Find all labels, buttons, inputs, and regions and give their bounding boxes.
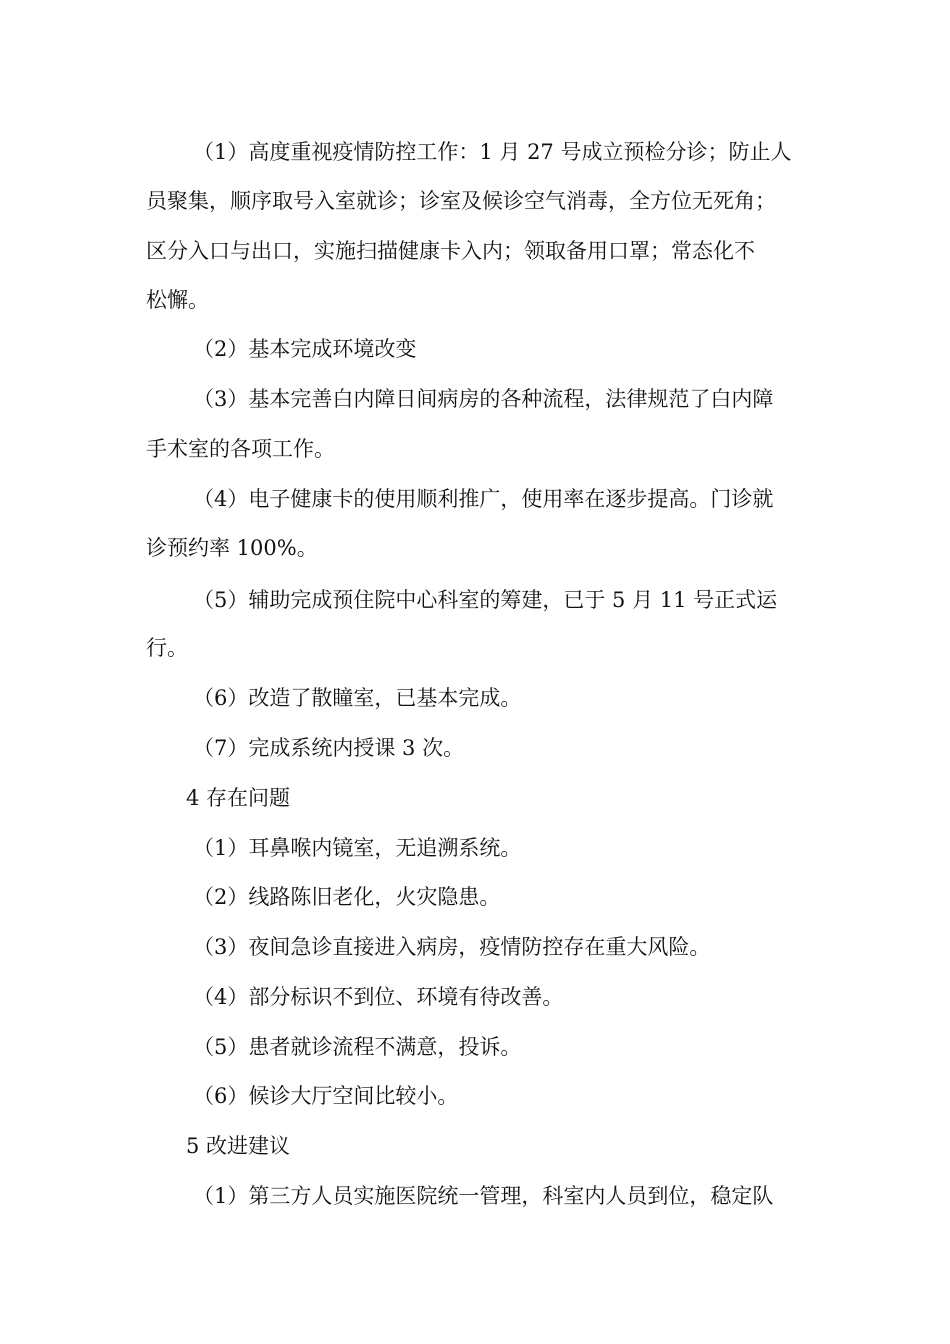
section-4-item: （3）夜间急诊直接进入病房，疫情防控存在重大风险。 — [193, 935, 711, 959]
section-4-item: （4）部分标识不到位、环境有待改善。 — [193, 985, 564, 1009]
item-2: （2）基本完成环境改变 — [193, 337, 417, 361]
section-4-item: （6）候诊大厅空间比较小。 — [193, 1084, 459, 1108]
item-1-line-3: 区分入口与出口，实施扫描健康卡入内；领取备用口罩；常态化不 — [146, 239, 755, 263]
section-4-item: （1）耳鼻喉内镜室，无追溯系统。 — [193, 836, 522, 860]
item-5-line-1: （5）辅助完成预住院中心科室的筹建，已于 5 月 11 号正式运 — [193, 588, 778, 612]
section-4-item: （2）线路陈旧老化，火灾隐患。 — [193, 885, 501, 909]
item-4-line-1: （4）电子健康卡的使用顺利推广，使用率在逐步提高。门诊就 — [193, 487, 774, 511]
section-5-heading: 5 改进建议 — [186, 1134, 291, 1158]
section-4-item: （5）患者就诊流程不满意，投诉。 — [193, 1035, 522, 1059]
item-3-line-2: 手术室的各项工作。 — [146, 437, 335, 461]
item-1-line-4: 松懈。 — [146, 288, 209, 312]
item-5-line-2: 行。 — [146, 636, 188, 660]
item-3-line-1: （3）基本完善白内障日间病房的各种流程，法律规范了白内障 — [193, 387, 774, 411]
section-5-item: （1）第三方人员实施医院统一管理，科室内人员到位，稳定队 — [193, 1184, 774, 1208]
item-7: （7）完成系统内授课 3 次。 — [193, 736, 465, 760]
item-1-line-1: （1）高度重视疫情防控工作：1 月 27 号成立预检分诊；防止人 — [193, 140, 792, 164]
section-4-heading: 4 存在问题 — [186, 786, 291, 810]
item-6: （6）改造了散瞳室，已基本完成。 — [193, 686, 522, 710]
item-4-line-2: 诊预约率 100%。 — [146, 536, 318, 560]
item-1-line-2: 员聚集，顺序取号入室就诊；诊室及候诊空气消毒，全方位无死角； — [146, 189, 776, 213]
